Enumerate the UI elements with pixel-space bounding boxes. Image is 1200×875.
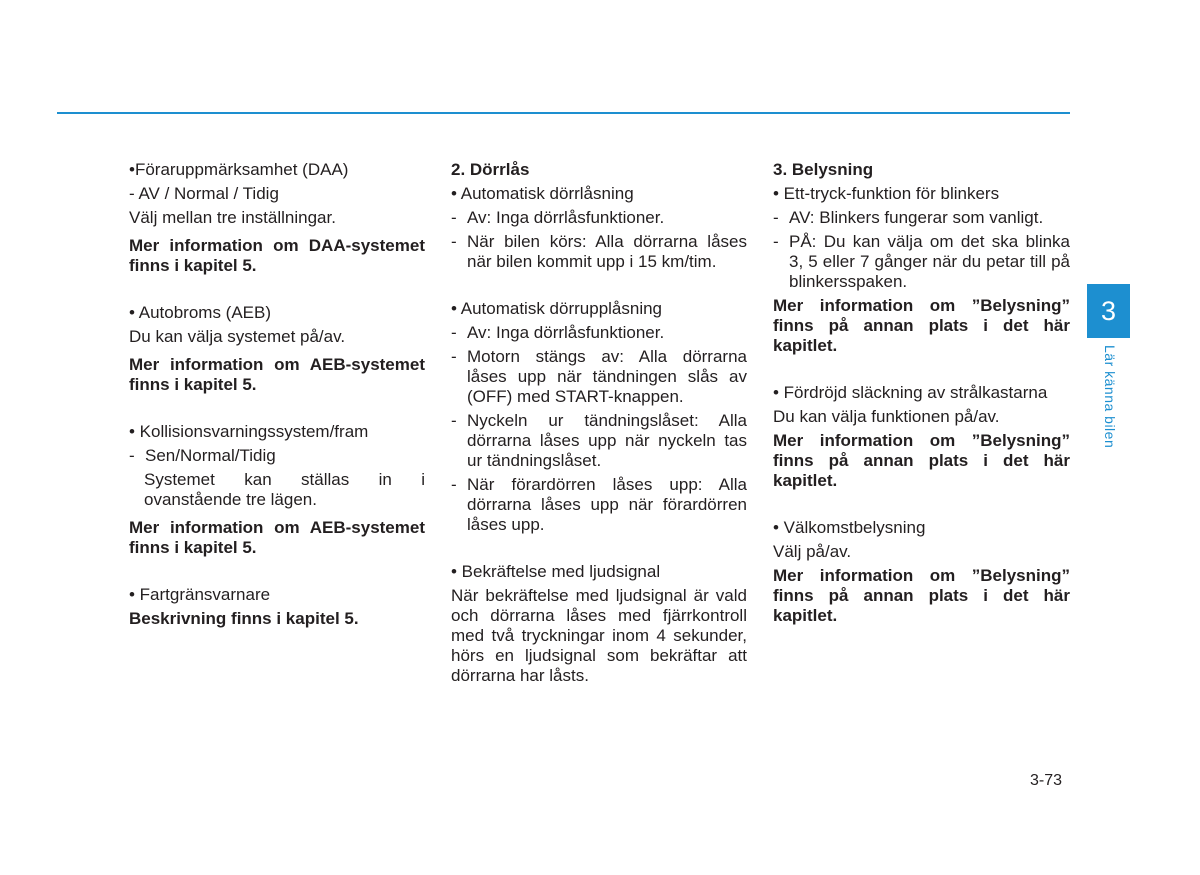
blinker-item <box>773 208 1070 228</box>
headlamp-delay-bullet: • Fördröjd släckning av strålkastarna <box>773 383 1048 402</box>
aeb-note: Mer information om AEB-systemet finns i kapitel 5. <box>129 355 425 394</box>
dash-marker: - <box>451 411 457 430</box>
blinker-bullet: • Ett-tryck-funktion för blinkers <box>773 184 1000 203</box>
collision-note: Mer information om AEB-systemet finns i kapitel 5. <box>129 518 425 557</box>
autounlock-item <box>451 323 747 343</box>
autolock-item <box>451 208 747 228</box>
dash-marker: - <box>129 446 135 465</box>
lighting-heading: 3. Belysning <box>773 160 874 179</box>
collision-option <box>129 446 425 466</box>
left-column <box>129 160 425 629</box>
blinker-note: Mer information om ”Belysning” finns på annan plats i det här kapitlet. <box>773 296 1070 355</box>
speed-warning-note: Beskrivning finns i kapitel 5. <box>129 609 359 628</box>
blinker-item <box>773 232 1070 292</box>
autolock-bullet: • Automatisk dörrlåsning <box>451 184 634 203</box>
blinker-item-text: PÅ: Du kan välja om det ska blinka 3, 5 eller 7 gånger när du petar till på blinkersspaken. <box>789 232 1070 291</box>
autounlock-item-text: Nyckeln ur tändningslåset: Alla dörrarna låses upp när nyckeln tas ur tändningslåset. <box>467 411 747 470</box>
welcome-light-description: Välj på/av. <box>773 542 852 561</box>
autounlock-item <box>451 475 747 535</box>
collision-description: Systemet kan ställas in i ovanstående tre lägen. <box>144 470 425 509</box>
headlamp-delay-note: Mer information om ”Belysning” finns på annan plats i det här kapitlet. <box>773 431 1070 490</box>
daa-options: - AV / Normal / Tidig <box>129 184 279 203</box>
dash-marker: - <box>451 323 457 342</box>
dash-marker: - <box>451 347 457 366</box>
horn-confirm-bullet: • Bekräftelse med ljudsignal <box>451 562 661 581</box>
headlamp-delay-description: Du kan välja funktionen på/av. <box>773 407 1000 426</box>
welcome-light-bullet: • Välkomstbelysning <box>773 518 926 537</box>
dash-marker: - <box>451 232 457 251</box>
dash-marker: - <box>451 475 457 494</box>
autounlock-item <box>451 411 747 471</box>
speed-warning-bullet: • Fartgränsvarnare <box>129 585 271 604</box>
daa-description: Välj mellan tre inställningar. <box>129 208 336 227</box>
dash-marker: - <box>773 208 779 227</box>
autolock-item-text: När bilen körs: Alla dörrarna låses när bilen kommit upp i 15 km/tim. <box>467 232 747 271</box>
autounlock-item <box>451 347 747 407</box>
autolock-item-text: Av: Inga dörrlåsfunktioner. <box>467 208 665 227</box>
blinker-item-text: AV: Blinkers fungerar som vanligt. <box>789 208 1044 227</box>
daa-bullet: •Föraruppmärksamhet (DAA) <box>129 160 349 179</box>
aeb-description: Du kan välja systemet på/av. <box>129 327 346 346</box>
dash-marker: - <box>451 208 457 227</box>
welcome-light-note: Mer information om ”Belysning” finns på annan plats i det här kapitlet. <box>773 566 1070 625</box>
door-lock-heading: 2. Dörrlås <box>451 160 530 179</box>
collision-bullet: • Kollisionsvarningssystem/fram <box>129 422 369 441</box>
right-column <box>773 160 1070 626</box>
chapter-tab: 3 <box>1087 284 1130 338</box>
autounlock-item-text: När förardörren låses upp: Alla dörrarna låses upp när förardörren låses upp. <box>467 475 747 534</box>
page-number: 3-73 <box>1030 772 1063 789</box>
header-rule <box>57 112 1070 114</box>
daa-note: Mer information om DAA-systemet finns i kapitel 5. <box>129 236 425 275</box>
dash-marker: - <box>773 232 779 251</box>
aeb-bullet: • Autobroms (AEB) <box>129 303 272 322</box>
autounlock-bullet: • Automatisk dörrupplåsning <box>451 299 663 318</box>
autounlock-item-text: Motorn stängs av: Alla dörrarna låses upp när tändningen slås av (OFF) med START-knappen. <box>467 347 747 406</box>
autounlock-item-text: Av: Inga dörrlåsfunktioner. <box>467 323 665 342</box>
collision-option-text: Sen/Normal/Tidig <box>145 446 276 465</box>
chapter-title: Lär känna bilen <box>1102 345 1118 449</box>
horn-confirm-description: När bekräftelse med ljudsignal är vald och dörrarna låses med fjärrkontroll med två tryckningar inom 4 sekunder, hörs en ljudsignal som bekräftar att dörrarna har låsts. <box>451 586 747 685</box>
autolock-item <box>451 232 747 272</box>
middle-column <box>451 160 747 686</box>
